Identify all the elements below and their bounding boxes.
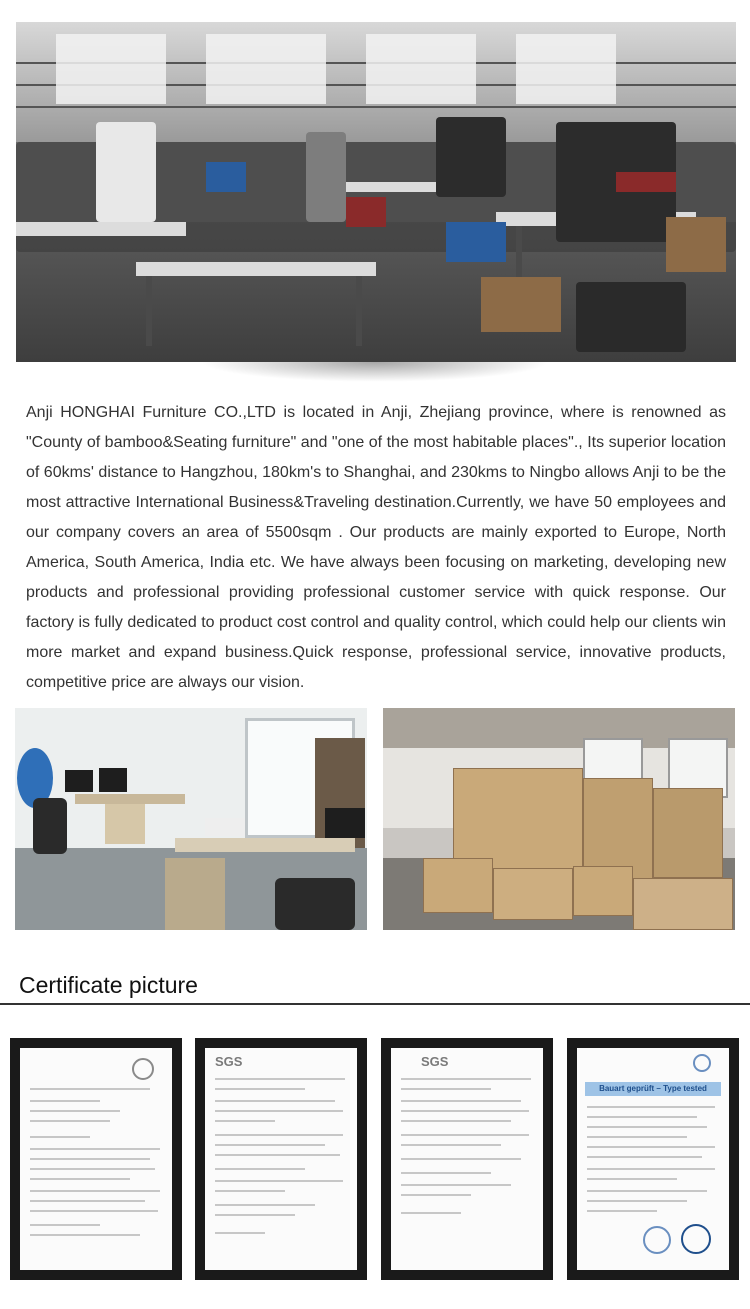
- certificate-image-1: [10, 1038, 182, 1280]
- certificate-image-4: [567, 1038, 739, 1280]
- certificate-heading: Bauart geprüft – Type tested: [599, 1084, 707, 1093]
- warehouse-photo: [383, 708, 735, 930]
- sgs-logo: SGS: [215, 1054, 243, 1069]
- certificate-image-2: [195, 1038, 367, 1280]
- section-divider: [0, 1003, 750, 1005]
- certificate-image-3: [381, 1038, 553, 1280]
- office-photo: [15, 708, 367, 930]
- sgs-logo: SGS: [421, 1054, 449, 1069]
- photo-shadow: [200, 362, 550, 382]
- factory-workshop-photo: [16, 22, 736, 362]
- company-intro-paragraph: Anji HONGHAI Furniture CO.,LTD is located in Anji, Zhejiang province, where is renowned as "County of bamboo&Seating furniture" and "one of the most habitable places"., Its superior location of 60kms' distance to Hangzhou, 180km's to Shanghai, and 230kms to Ningbo allows Anji to be the most attractive International Business&Traveling destination.Currently, we have 50 employees and our company covers an area of 5500sqm . Our products are mainly exported to Europe, North America, South America, India etc. We have always been focusing on marketing, developing new products and professional providing professional customer service with quick response. Our factory is fully dedicated to product cost control and quality control, which could help our clients win more market and expand business.Quick response, professional service, innovative products, competitive price are always our vision.: [26, 404, 726, 691]
- certificate-section-title: Certificate picture: [19, 972, 198, 998]
